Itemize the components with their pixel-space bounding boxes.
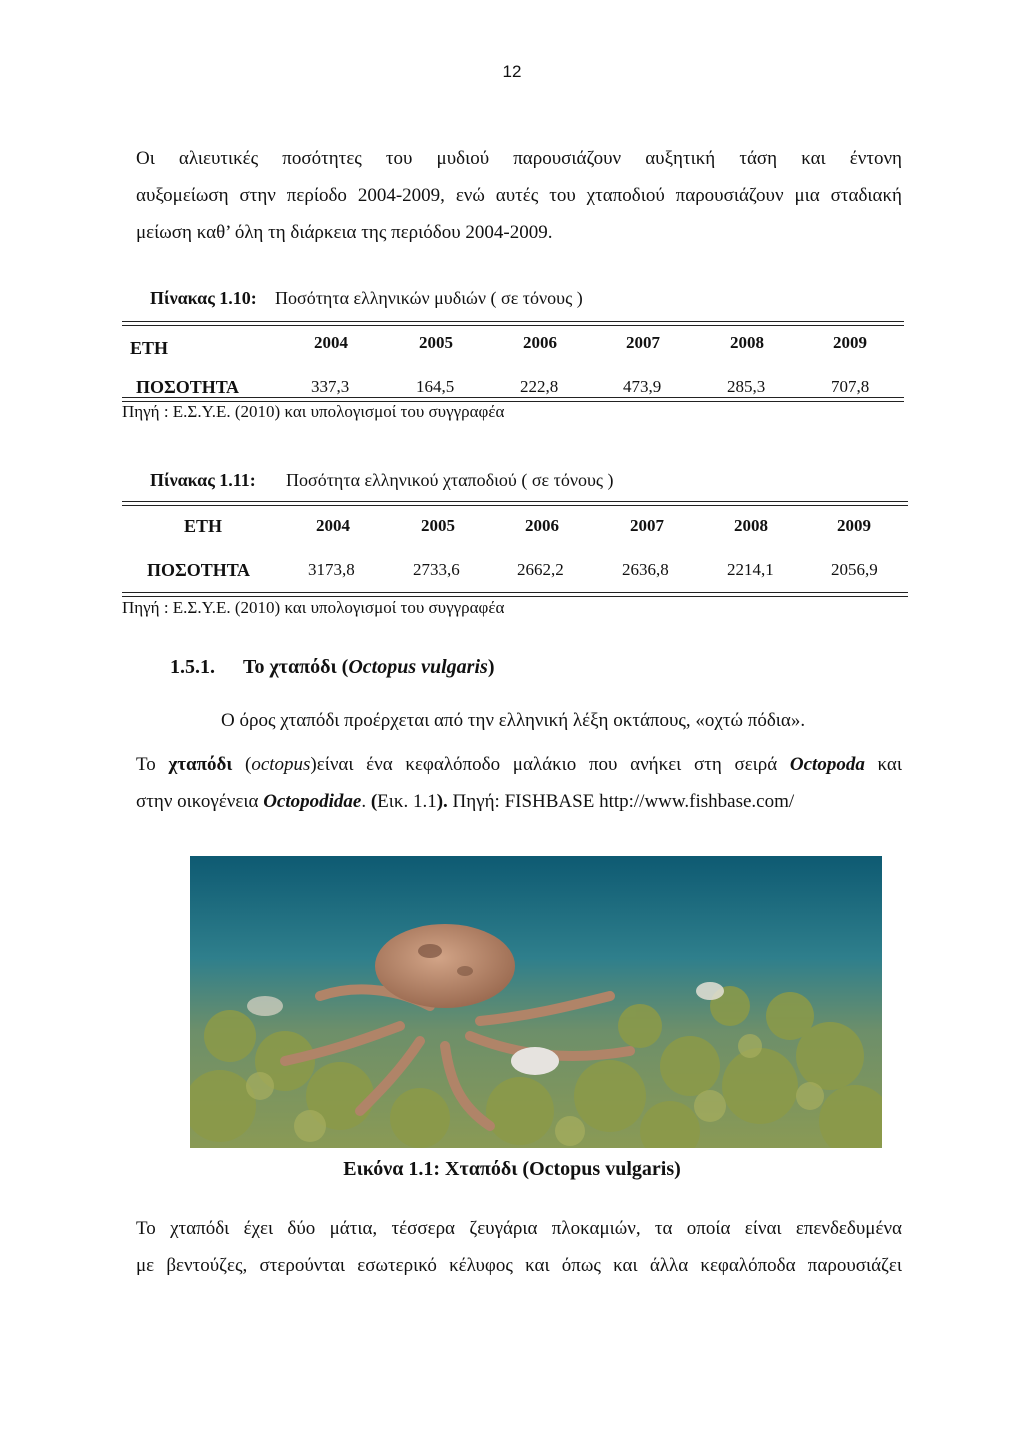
- para2-line2: [136, 746, 902, 783]
- table2-year: 2008: [734, 516, 768, 535]
- table1-label: Πίνακας 1.10:: [150, 288, 257, 308]
- text-run: ).: [436, 791, 448, 812]
- table2-years-header: ΕΤΗ: [184, 516, 223, 536]
- table2-year: 2005: [421, 516, 455, 535]
- figure-reference[interactable]: Εικ. 1.1: [377, 791, 437, 812]
- table2-value: 2733,6: [413, 560, 460, 579]
- table1-value: 337,3: [311, 377, 350, 396]
- table2-top-rule: [122, 501, 908, 502]
- text-run: (: [370, 791, 378, 812]
- para2: [136, 746, 902, 820]
- para2-line3: [136, 783, 902, 820]
- text-run: (: [232, 754, 252, 775]
- table1-value: 285,3: [727, 377, 766, 396]
- table2-label: Πίνακας 1.11:: [150, 470, 256, 490]
- table2-top-rule: [122, 505, 908, 506]
- term-latin-bold: Octopoda: [789, 754, 865, 775]
- table1-year: 2008: [730, 333, 764, 352]
- section-title: [243, 656, 494, 679]
- table1-source: Πηγή : Ε.Σ.Υ.Ε. (2010) και υπολογισμοί του συγγραφέα: [122, 402, 505, 421]
- text-run: .: [361, 791, 371, 812]
- table2-source: Πηγή : Ε.Σ.Υ.Ε. (2010) και υπολογισμοί του συγγραφέα: [122, 598, 505, 617]
- table1-bottom-rule: [122, 397, 904, 398]
- octopus-illustration: [190, 856, 882, 1148]
- table2-value: 2636,8: [622, 560, 669, 579]
- text-run: Το: [136, 754, 169, 775]
- intro-paragraph: [136, 140, 902, 251]
- table2-caption: Ποσότητα ελληνικού χταποδιού ( σε τόνους ): [286, 470, 614, 490]
- table1-value: 164,5: [416, 377, 455, 396]
- table1-year: 2006: [523, 333, 557, 352]
- intro-line: Οι αλιευτικές ποσότητες του μυδιού παρουσιάζουν αυξητική τάση και έντονη: [136, 148, 902, 169]
- section-title-suffix: ): [487, 656, 495, 678]
- table2-value: 2214,1: [727, 560, 774, 579]
- para2-line1: Ο όρος χταπόδι προέρχεται από την ελληνική λέξη οκτάπους, «οχτώ πόδια».: [221, 710, 806, 731]
- section-title-prefix: Το χταπόδι (: [243, 656, 349, 678]
- table2-bottom-rule: [122, 596, 908, 597]
- table1-years-header: ΕΤΗ: [130, 338, 169, 358]
- intro-line: αυξομείωση στην περίοδο 2004-2009, ενώ αυτές του χταποδιού παρουσιάζουν μια σταδιακή: [136, 185, 902, 206]
- table1-year: 2009: [833, 333, 867, 352]
- text-run: και: [864, 754, 902, 775]
- table2-value: 3173,8: [308, 560, 355, 579]
- figure-caption: Εικόνα 1.1: Χταπόδι (Octopus vulgaris): [343, 1158, 681, 1180]
- term-bold: χταπόδι: [168, 754, 233, 775]
- table2-year: 2007: [630, 516, 664, 535]
- table1-top-rule: [122, 325, 904, 326]
- table1-year: 2004: [314, 333, 348, 352]
- table1-value: 707,8: [831, 377, 870, 396]
- text-run: στην οικογένεια: [136, 791, 264, 812]
- table1-year: 2007: [626, 333, 660, 352]
- closing-paragraph: [136, 1210, 902, 1284]
- source-link[interactable]: Πηγή: FISHBASE http://www.fishbase.com/: [447, 791, 795, 812]
- table1-value: 473,9: [623, 377, 662, 396]
- octopus-photo: [190, 856, 882, 1148]
- table2-year: 2006: [525, 516, 559, 535]
- section-title-latin: Octopus vulgaris: [348, 656, 488, 678]
- intro-line: μείωση καθ’ όλη τη διάρκεια της περιόδου 2004-2009.: [136, 222, 553, 243]
- table1-year: 2005: [419, 333, 453, 352]
- table1-quantity-header: ΠΟΣΟΤΗΤΑ: [136, 377, 240, 397]
- table1-value: 222,8: [520, 377, 559, 396]
- table2-value: 2662,2: [517, 560, 564, 579]
- text-run: )είναι ένα κεφαλόποδο μαλάκιο που ανήκει στη σειρά: [310, 754, 790, 775]
- term-latin-bold: Octopodidae: [263, 791, 362, 812]
- table2-year: 2009: [837, 516, 871, 535]
- table2-value: 2056,9: [831, 560, 878, 579]
- closing-line: με βεντούζες, στερούνται εσωτερικό κέλυφος και όπως και άλλα κεφαλόποδα παρουσιάζει: [136, 1255, 902, 1276]
- term-latin: octopus: [251, 754, 311, 775]
- section-number: 1.5.1.: [170, 656, 215, 678]
- table1-caption: Ποσότητα ελληνικών μυδιών ( σε τόνους ): [275, 288, 583, 308]
- table2-quantity-header: ΠΟΣΟΤΗΤΑ: [147, 560, 251, 580]
- page-number: 12: [502, 62, 522, 81]
- table2-year: 2004: [316, 516, 350, 535]
- table2-bottom-rule: [122, 592, 908, 593]
- table1-top-rule: [122, 321, 904, 322]
- closing-line: Το χταπόδι έχει δύο μάτια, τέσσερα ζευγάρια πλοκαμιών, τα οποία είναι επενδεδυμένα: [136, 1218, 902, 1239]
